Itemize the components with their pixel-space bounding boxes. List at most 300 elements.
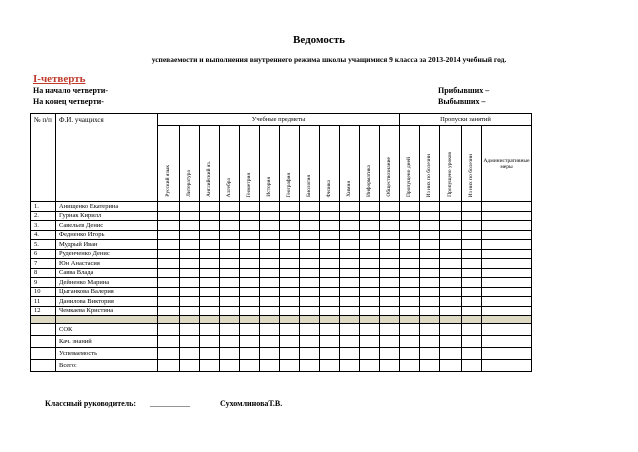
grade-cell: [158, 278, 180, 288]
grade-cell: [158, 259, 180, 269]
grade-cell: [280, 278, 300, 288]
summary-cell: [440, 336, 462, 348]
subject-11-label: Информатика: [365, 164, 372, 197]
grade-cell: [158, 240, 180, 250]
summary-cell: [220, 324, 240, 336]
summary-cell: [200, 348, 220, 360]
grade-cell: [180, 306, 200, 316]
grade-cell: [380, 249, 400, 259]
grade-cell: [320, 268, 340, 278]
grade-cell: [400, 297, 420, 307]
grade-cell: [300, 221, 320, 231]
subject-4: [220, 126, 240, 202]
grade-cell: [440, 268, 462, 278]
grade-cell: [180, 259, 200, 269]
summary-cell: [280, 360, 300, 372]
left-label: Выбывших –: [438, 97, 486, 106]
grade-cell: [200, 230, 220, 240]
separator-cell: [260, 316, 280, 324]
summary-cell: [482, 348, 532, 360]
grade-cell: [420, 278, 440, 288]
grade-cell: [260, 297, 280, 307]
separator-cell: [158, 316, 180, 324]
grade-cell: [420, 249, 440, 259]
grade-cell: [380, 230, 400, 240]
footer-label: Классный руководитель:: [45, 399, 137, 408]
grade-cell: [320, 306, 340, 316]
grade-cell: [180, 278, 200, 288]
grade-cell: [462, 240, 482, 250]
grade-cell: [240, 240, 260, 250]
grade-cell: [180, 287, 200, 297]
grade-cell: [220, 249, 240, 259]
summary-cell: [180, 324, 200, 336]
grade-cell: [440, 287, 462, 297]
subject-7: [280, 126, 300, 202]
grade-cell: [420, 221, 440, 231]
grade-cell: [380, 221, 400, 231]
grade-cell: [482, 278, 532, 288]
table-row: [31, 202, 532, 212]
header-subjects: Учебные предметы: [158, 114, 400, 126]
separator-cell: [180, 316, 200, 324]
grade-cell: [440, 249, 462, 259]
summary-cell: [280, 348, 300, 360]
subject-10: [340, 126, 360, 202]
grade-cell: [200, 268, 220, 278]
summary-cell: [180, 360, 200, 372]
grade-cell: [158, 268, 180, 278]
subject-4-label: Алгебра: [225, 177, 232, 197]
grade-cell: [400, 306, 420, 316]
grade-cell: [420, 306, 440, 316]
grade-cell: [200, 202, 220, 212]
grade-cell: [260, 287, 280, 297]
summary-cell: [320, 336, 340, 348]
grade-cell: [260, 202, 280, 212]
grade-cell: [400, 202, 420, 212]
summary-cell: [200, 336, 220, 348]
grade-cell: [340, 259, 360, 269]
grade-cell: [220, 306, 240, 316]
table-row: [31, 306, 532, 316]
grade-cell: [260, 240, 280, 250]
summary-cell: [462, 360, 482, 372]
separator-cell: [56, 316, 158, 324]
grade-cell: [300, 249, 320, 259]
summary-cell: [440, 348, 462, 360]
grade-cell: [200, 287, 220, 297]
table-row: [31, 297, 532, 307]
grade-cell: [280, 297, 300, 307]
subject-2: [180, 126, 200, 202]
grade-cell: [220, 202, 240, 212]
grade-cell: [462, 259, 482, 269]
grade-sheet-table: [30, 113, 532, 372]
grade-cell: [420, 230, 440, 240]
subject-12: [380, 126, 400, 202]
grade-cell: [360, 297, 380, 307]
grade-cell: [440, 240, 462, 250]
grade-cell: [180, 230, 200, 240]
grade-cell: [462, 306, 482, 316]
signature-blank: __________: [150, 399, 190, 408]
grade-cell: [260, 230, 280, 240]
grade-cell: [300, 259, 320, 269]
row-number: 9: [31, 278, 56, 288]
student-name: Юн Анастасия: [56, 259, 158, 269]
summary-cell: [400, 324, 420, 336]
grade-cell: [462, 268, 482, 278]
grade-cell: [340, 268, 360, 278]
grade-cell: [380, 240, 400, 250]
grade-cell: [320, 221, 340, 231]
grade-cell: [400, 249, 420, 259]
grade-cell: [400, 259, 420, 269]
row-number: 10: [31, 287, 56, 297]
document-title: Ведомость: [293, 34, 345, 46]
grade-cell: [420, 297, 440, 307]
grade-cell: [462, 287, 482, 297]
summary-cell: [240, 348, 260, 360]
separator-cell: [360, 316, 380, 324]
student-name: Руденченко Денис: [56, 249, 158, 259]
summary-cell: [360, 324, 380, 336]
grade-cell: [462, 202, 482, 212]
grade-cell: [482, 259, 532, 269]
summary-cell: [260, 360, 280, 372]
grade-cell: [240, 202, 260, 212]
summary-cell: [420, 360, 440, 372]
summary-cell: [462, 348, 482, 360]
separator-cell: [420, 316, 440, 324]
grade-cell: [482, 230, 532, 240]
grade-cell: [320, 297, 340, 307]
table-row: [31, 287, 532, 297]
grade-cell: [340, 230, 360, 240]
grade-cell: [420, 259, 440, 269]
grade-cell: [380, 259, 400, 269]
grade-cell: [360, 221, 380, 231]
student-name: Анищенко Екатерина: [56, 202, 158, 212]
separator-cell: [440, 316, 462, 324]
grade-cell: [482, 287, 532, 297]
table-row: [31, 268, 532, 278]
grade-cell: [200, 240, 220, 250]
grade-cell: [180, 211, 200, 221]
grade-cell: [380, 211, 400, 221]
student-name: Савва Влада: [56, 268, 158, 278]
grade-cell: [462, 221, 482, 231]
subject-7-label: География: [285, 172, 292, 197]
row-number: 2.: [31, 211, 56, 221]
row-number: 3.: [31, 221, 56, 231]
absence-col-1: [400, 126, 420, 202]
grade-cell: [320, 259, 340, 269]
grade-cell: [340, 202, 360, 212]
start-of-quarter-label: На начало четверти-: [33, 86, 108, 95]
grade-cell: [180, 268, 200, 278]
separator-cell: [380, 316, 400, 324]
summary-blank: [31, 360, 56, 372]
table-row: [31, 221, 532, 231]
summary-label: Всего:: [56, 360, 158, 372]
grade-cell: [220, 278, 240, 288]
grade-cell: [320, 240, 340, 250]
grade-cell: [400, 278, 420, 288]
grade-cell: [380, 202, 400, 212]
grade-cell: [320, 249, 340, 259]
summary-cell: [400, 360, 420, 372]
absence-col-2-label: Из них по болезни: [425, 153, 432, 197]
grade-cell: [180, 297, 200, 307]
summary-cell: [240, 360, 260, 372]
summary-row: [31, 324, 532, 336]
grade-cell: [400, 240, 420, 250]
grade-cell: [220, 297, 240, 307]
summary-cell: [340, 336, 360, 348]
grade-cell: [280, 230, 300, 240]
summary-cell: [300, 348, 320, 360]
grade-cell: [420, 202, 440, 212]
grade-cell: [462, 278, 482, 288]
student-name: Федненко Игорь: [56, 230, 158, 240]
separator-cell: [400, 316, 420, 324]
row-number: 5.: [31, 240, 56, 250]
grade-cell: [240, 230, 260, 240]
row-number: 7: [31, 259, 56, 269]
grade-cell: [420, 211, 440, 221]
grade-cell: [440, 297, 462, 307]
grade-cell: [482, 202, 532, 212]
table-row: [31, 230, 532, 240]
grade-cell: [158, 221, 180, 231]
subject-5-label: Геометрия: [245, 172, 252, 197]
summary-cell: [380, 336, 400, 348]
grade-cell: [380, 268, 400, 278]
grade-cell: [420, 287, 440, 297]
summary-cell: [320, 360, 340, 372]
subject-6: [260, 126, 280, 202]
grade-cell: [360, 259, 380, 269]
grade-cell: [240, 278, 260, 288]
summary-row: [31, 336, 532, 348]
grade-cell: [482, 306, 532, 316]
summary-cell: [400, 348, 420, 360]
summary-cell: [240, 324, 260, 336]
header-absences: Пропуски занятий: [400, 114, 532, 126]
grade-cell: [220, 268, 240, 278]
separator-cell: [482, 316, 532, 324]
grade-cell: [300, 297, 320, 307]
summary-cell: [420, 324, 440, 336]
grade-cell: [360, 306, 380, 316]
grade-cell: [482, 221, 532, 231]
summary-cell: [240, 336, 260, 348]
summary-cell: [280, 324, 300, 336]
table-row: [31, 259, 532, 269]
grade-cell: [158, 202, 180, 212]
grade-cell: [340, 306, 360, 316]
grade-cell: [158, 211, 180, 221]
grade-cell: [240, 259, 260, 269]
summary-cell: [482, 324, 532, 336]
separator-cell: [220, 316, 240, 324]
grade-cell: [320, 287, 340, 297]
subject-9-label: Физика: [325, 179, 332, 197]
subject-12-label: Обществознание: [385, 157, 392, 197]
subject-11: [360, 126, 380, 202]
grade-cell: [220, 221, 240, 231]
summary-cell: [380, 324, 400, 336]
summary-cell: [380, 360, 400, 372]
summary-cell: [420, 348, 440, 360]
row-number: 12: [31, 306, 56, 316]
subject-5: [240, 126, 260, 202]
summary-cell: [400, 336, 420, 348]
student-name: Чемкаева Кристина: [56, 306, 158, 316]
summary-cell: [300, 360, 320, 372]
absence-col-1-label: Пропущено дней: [405, 156, 412, 197]
summary-cell: [360, 348, 380, 360]
subject-9: [320, 126, 340, 202]
summary-cell: [200, 360, 220, 372]
subject-8-label: Биология: [305, 174, 312, 197]
grade-cell: [420, 268, 440, 278]
summary-blank: [31, 336, 56, 348]
summary-cell: [158, 360, 180, 372]
grade-cell: [158, 287, 180, 297]
grade-cell: [240, 287, 260, 297]
grade-cell: [340, 249, 360, 259]
subject-10-label: Химия: [345, 181, 352, 197]
summary-cell: [180, 336, 200, 348]
summary-cell: [340, 324, 360, 336]
summary-cell: [260, 324, 280, 336]
table-row: [31, 249, 532, 259]
summary-cell: [380, 348, 400, 360]
grade-cell: [360, 202, 380, 212]
grade-cell: [440, 278, 462, 288]
subject-8: [300, 126, 320, 202]
grade-cell: [200, 278, 220, 288]
grade-cell: [300, 287, 320, 297]
grade-cell: [320, 211, 340, 221]
summary-cell: [220, 360, 240, 372]
summary-label: СОК: [56, 324, 158, 336]
separator-cell: [280, 316, 300, 324]
arrived-label: Прибывших –: [438, 86, 490, 95]
grade-cell: [180, 221, 200, 231]
grade-cell: [158, 249, 180, 259]
grade-cell: [200, 306, 220, 316]
grade-cell: [240, 297, 260, 307]
grade-cell: [200, 259, 220, 269]
summary-cell: [320, 348, 340, 360]
grade-cell: [280, 259, 300, 269]
grade-cell: [440, 221, 462, 231]
student-name: Гурнак Кирилл: [56, 211, 158, 221]
absence-col-2: [420, 126, 440, 202]
summary-cell: [200, 324, 220, 336]
absence-col-4-label: Из них по болезни: [467, 153, 474, 197]
header-student-name: Ф.И. учащихся: [56, 114, 158, 202]
grade-cell: [158, 297, 180, 307]
grade-cell: [158, 230, 180, 240]
grade-cell: [462, 211, 482, 221]
end-of-quarter-label: На конец четверти-: [33, 97, 104, 106]
grade-cell: [400, 268, 420, 278]
grade-cell: [240, 268, 260, 278]
separator-cell: [320, 316, 340, 324]
separator-cell: [300, 316, 320, 324]
separator-cell: [462, 316, 482, 324]
grade-cell: [400, 221, 420, 231]
separator-cell: [340, 316, 360, 324]
summary-cell: [280, 336, 300, 348]
grade-cell: [340, 297, 360, 307]
grade-cell: [300, 278, 320, 288]
grade-cell: [200, 249, 220, 259]
subject-1-label: Русский язык: [164, 165, 171, 197]
summary-cell: [420, 336, 440, 348]
grade-cell: [400, 230, 420, 240]
summary-cell: [260, 336, 280, 348]
grade-cell: [220, 287, 240, 297]
summary-cell: [340, 348, 360, 360]
document-subtitle: успеваемости и выполнения внутреннего режима школы учащимися 9 класса за 2013-2014 учебный год.: [151, 55, 507, 64]
grade-cell: [360, 240, 380, 250]
grade-cell: [360, 249, 380, 259]
grade-cell: [482, 211, 532, 221]
row-number: 8: [31, 268, 56, 278]
summary-cell: [260, 348, 280, 360]
grade-cell: [440, 211, 462, 221]
student-name: Савельев Денис: [56, 221, 158, 231]
summary-cell: [462, 336, 482, 348]
absence-col-4: [462, 126, 482, 202]
summary-cell: [482, 336, 532, 348]
summary-cell: [300, 336, 320, 348]
summary-cell: [158, 336, 180, 348]
summary-row: [31, 348, 532, 360]
grade-cell: [158, 306, 180, 316]
grade-cell: [300, 230, 320, 240]
grade-cell: [180, 202, 200, 212]
grade-cell: [380, 287, 400, 297]
grade-cell: [320, 202, 340, 212]
row-number: 11: [31, 297, 56, 307]
grade-cell: [240, 249, 260, 259]
grade-cell: [200, 211, 220, 221]
grade-cell: [260, 306, 280, 316]
row-number: 1.: [31, 202, 56, 212]
grade-cell: [300, 202, 320, 212]
subject-3: [200, 126, 220, 202]
absence-col-3: [440, 126, 462, 202]
grade-cell: [380, 306, 400, 316]
grade-cell: [340, 240, 360, 250]
table-row: [31, 240, 532, 250]
summary-cell: [320, 324, 340, 336]
student-name: Мудрый Иван: [56, 240, 158, 250]
grade-cell: [340, 287, 360, 297]
summary-blank: [31, 348, 56, 360]
quarter-label: I-четверть: [33, 73, 86, 85]
summary-cell: [440, 324, 462, 336]
grade-cell: [220, 230, 240, 240]
grade-cell: [440, 230, 462, 240]
